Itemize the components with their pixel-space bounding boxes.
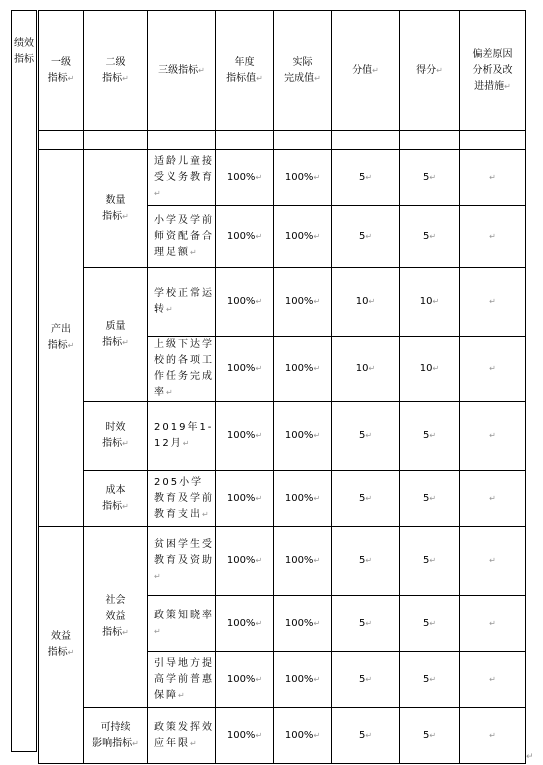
actual-value-cell-text: 100% bbox=[284, 729, 314, 741]
header-row bbox=[39, 11, 526, 131]
blank-cell bbox=[400, 131, 460, 150]
score-value-cell-text: 5 bbox=[358, 617, 366, 629]
score-value-cell bbox=[332, 527, 400, 596]
annual-value-cell-text: 100% bbox=[226, 555, 256, 566]
actual-value-cell bbox=[274, 652, 332, 708]
deviation-cell bbox=[460, 471, 526, 527]
annual-value-cell-text: 100% bbox=[226, 673, 256, 685]
end-paragraph-mark: ↵ bbox=[526, 752, 534, 762]
level3-cell-text: 2019年1-12月 bbox=[154, 422, 214, 449]
annual-value-cell bbox=[216, 206, 274, 268]
paragraph-mark: ↵ bbox=[202, 509, 211, 519]
level1-cell bbox=[39, 527, 84, 764]
level2-cell bbox=[84, 471, 148, 527]
paragraph-mark: ↵ bbox=[489, 556, 496, 565]
deviation-cell bbox=[460, 206, 526, 268]
level3-cell bbox=[148, 596, 216, 652]
paragraph-mark: ↵ bbox=[489, 364, 496, 373]
score-value-cell-text: 5 bbox=[358, 729, 366, 741]
side-label: 绩效指标 bbox=[14, 38, 34, 65]
level2-cell-text: 成本 指标 bbox=[102, 484, 126, 512]
paragraph-mark: ↵ bbox=[255, 297, 263, 306]
score-cell-text: 5 bbox=[422, 555, 430, 566]
paragraph-mark: ↵ bbox=[429, 231, 437, 241]
actual-value-cell-text: 100% bbox=[284, 363, 314, 374]
paragraph-mark: ↵ bbox=[368, 297, 376, 306]
paragraph-mark: ↵ bbox=[190, 247, 199, 257]
score-cell bbox=[400, 337, 460, 402]
paragraph-mark: ↵ bbox=[489, 231, 496, 241]
paragraph-mark: ↵ bbox=[429, 431, 437, 440]
actual-value-cell-text: 100% bbox=[284, 230, 314, 242]
annual-value-cell bbox=[216, 471, 274, 527]
header-level3-text: 三级指标 bbox=[158, 64, 199, 76]
actual-value-cell bbox=[274, 596, 332, 652]
paragraph-mark: ↵ bbox=[432, 297, 440, 306]
score-cell-text: 10 bbox=[419, 363, 433, 374]
paragraph-mark: ↵ bbox=[122, 628, 129, 637]
score-value-cell-text: 5 bbox=[358, 171, 366, 183]
paragraph-mark: ↵ bbox=[368, 364, 376, 373]
deviation-cell bbox=[460, 527, 526, 596]
side-label-strip bbox=[11, 10, 37, 752]
level3-cell-text: 学校正常运转 bbox=[154, 288, 214, 315]
paragraph-mark: ↵ bbox=[365, 674, 373, 684]
paragraph-mark: ↵ bbox=[432, 364, 440, 373]
table-row bbox=[39, 150, 526, 206]
paragraph-mark: ↵ bbox=[67, 73, 75, 83]
level3-cell-text: 205小学教育及学前教育支出 bbox=[154, 476, 214, 520]
header-level2-text: 二级 指标 bbox=[102, 56, 126, 84]
actual-value-cell-text: 100% bbox=[284, 296, 314, 307]
paragraph-mark: ↵ bbox=[313, 618, 321, 628]
level2-cell-text: 质量 指标 bbox=[102, 320, 126, 348]
actual-value-cell-text: 100% bbox=[284, 492, 314, 504]
paragraph-mark: ↵ bbox=[429, 556, 437, 565]
level2-cell bbox=[84, 527, 148, 708]
level3-cell bbox=[148, 708, 216, 764]
score-value-cell-text: 10 bbox=[355, 296, 369, 307]
annual-value-cell-text: 100% bbox=[226, 492, 256, 504]
score-value-cell bbox=[332, 471, 400, 527]
paragraph-mark: ↵ bbox=[255, 231, 263, 241]
paragraph-mark: ↵ bbox=[313, 297, 321, 306]
level3-cell-text: 政策知晓率 bbox=[154, 609, 214, 621]
paragraph-mark: ↵ bbox=[365, 493, 373, 503]
actual-value-cell bbox=[274, 206, 332, 268]
level2-cell-text: 可持续 影响指标 bbox=[92, 721, 133, 749]
paragraph-mark: ↵ bbox=[255, 364, 263, 373]
paragraph-mark: ↵ bbox=[198, 65, 205, 75]
paragraph-mark: ↵ bbox=[255, 556, 263, 565]
actual-value-cell-text: 100% bbox=[284, 617, 314, 629]
paragraph-mark: ↵ bbox=[255, 674, 263, 684]
level2-cell-text: 数量 指标 bbox=[102, 194, 126, 222]
blank-cell bbox=[460, 131, 526, 150]
deviation-cell bbox=[460, 337, 526, 402]
level3-cell bbox=[148, 206, 216, 268]
paragraph-mark: ↵ bbox=[372, 65, 379, 75]
paragraph-mark: ↵ bbox=[67, 648, 75, 657]
paragraph-mark: ↵ bbox=[313, 556, 321, 565]
score-cell-text: 5 bbox=[422, 171, 430, 183]
score-cell bbox=[400, 268, 460, 337]
paragraph-mark: ↵ bbox=[489, 493, 496, 503]
score-cell-text: 5 bbox=[422, 230, 430, 242]
header-level1-text: 一级 指标 bbox=[47, 56, 71, 84]
score-cell bbox=[400, 150, 460, 206]
paragraph-mark: ↵ bbox=[166, 388, 175, 397]
annual-value-cell bbox=[216, 527, 274, 596]
level2-cell-text: 时效 指标 bbox=[102, 422, 126, 449]
actual-value-cell bbox=[274, 527, 332, 596]
blank-row bbox=[39, 131, 526, 150]
blank-cell bbox=[216, 131, 274, 150]
header-deviation-text: 偏差原因 分析及改 进措施 bbox=[472, 48, 513, 92]
blank-cell bbox=[274, 131, 332, 150]
actual-value-cell bbox=[274, 471, 332, 527]
level1-cell bbox=[39, 150, 84, 527]
header-score-value bbox=[332, 11, 400, 131]
score-cell-text: 5 bbox=[422, 492, 430, 504]
paragraph-mark: ↵ bbox=[67, 341, 75, 350]
score-value-cell bbox=[332, 150, 400, 206]
score-cell-text: 5 bbox=[422, 617, 430, 629]
annual-value-cell bbox=[216, 708, 274, 764]
blank-cell bbox=[84, 131, 148, 150]
blank-cell bbox=[332, 131, 400, 150]
paragraph-mark: ↵ bbox=[154, 626, 163, 636]
paragraph-mark: ↵ bbox=[313, 493, 321, 503]
paragraph-mark: ↵ bbox=[365, 730, 373, 740]
paragraph-mark: ↵ bbox=[122, 73, 129, 83]
level3-cell bbox=[148, 337, 216, 402]
actual-value-cell-text: 100% bbox=[284, 430, 314, 441]
annual-value-cell-text: 100% bbox=[226, 729, 256, 741]
score-cell bbox=[400, 708, 460, 764]
paragraph-mark: ↵ bbox=[365, 172, 373, 182]
level2-cell-text: 社会 效益 指标 bbox=[102, 595, 126, 638]
score-value-cell bbox=[332, 402, 400, 471]
actual-value-cell bbox=[274, 708, 332, 764]
actual-value-cell bbox=[274, 268, 332, 337]
level3-cell bbox=[148, 652, 216, 708]
performance-indicator-table bbox=[38, 10, 526, 764]
level3-cell bbox=[148, 150, 216, 206]
actual-value-cell-text: 100% bbox=[284, 673, 314, 685]
header-level3 bbox=[148, 11, 216, 131]
paragraph-mark: ↵ bbox=[365, 231, 373, 241]
score-value-cell-text: 5 bbox=[358, 430, 366, 441]
score-value-cell-text: 5 bbox=[358, 555, 366, 566]
deviation-cell bbox=[460, 652, 526, 708]
annual-value-cell-text: 100% bbox=[226, 230, 256, 242]
annual-value-cell bbox=[216, 150, 274, 206]
paragraph-mark: ↵ bbox=[255, 618, 263, 628]
level3-cell bbox=[148, 527, 216, 596]
paragraph-mark: ↵ bbox=[122, 211, 129, 221]
paragraph-mark: ↵ bbox=[313, 674, 321, 684]
paragraph-mark: ↵ bbox=[489, 431, 496, 440]
score-value-cell-text: 5 bbox=[358, 492, 366, 504]
paragraph-mark: ↵ bbox=[122, 439, 129, 448]
level3-cell bbox=[148, 402, 216, 471]
score-cell bbox=[400, 206, 460, 268]
paragraph-mark: ↵ bbox=[429, 618, 437, 628]
score-value-cell-text: 5 bbox=[358, 230, 366, 242]
paragraph-mark: ↵ bbox=[255, 493, 263, 503]
annual-value-cell bbox=[216, 652, 274, 708]
paragraph-mark: ↵ bbox=[504, 81, 511, 91]
score-cell bbox=[400, 402, 460, 471]
header-score-value-text: 分值 bbox=[352, 64, 373, 76]
paragraph-mark: ↵ bbox=[365, 556, 373, 565]
paragraph-mark: ↵ bbox=[122, 501, 129, 511]
level3-cell-text: 小学及学前师资配备合理足额 bbox=[154, 214, 214, 258]
score-value-cell bbox=[332, 596, 400, 652]
score-value-cell bbox=[332, 652, 400, 708]
table-row bbox=[39, 471, 526, 527]
score-cell bbox=[400, 652, 460, 708]
header-actual-text: 实际 完成值 bbox=[284, 56, 315, 84]
level3-cell-text: 适龄儿童接受义务教育 bbox=[154, 155, 214, 183]
paragraph-mark: ↵ bbox=[255, 431, 263, 440]
level3-cell-text: 引导地方提高学前普惠保障 bbox=[154, 657, 214, 701]
paragraph-mark: ↵ bbox=[256, 73, 263, 83]
header-deviation bbox=[460, 11, 526, 131]
score-cell bbox=[400, 596, 460, 652]
table-row bbox=[39, 708, 526, 764]
actual-value-cell-text: 100% bbox=[284, 171, 314, 183]
paragraph-mark: ↵ bbox=[255, 172, 263, 182]
paragraph-mark: ↵ bbox=[314, 73, 321, 83]
level2-cell bbox=[84, 150, 148, 268]
score-cell-text: 5 bbox=[422, 673, 430, 685]
header-score bbox=[400, 11, 460, 131]
paragraph-mark: ↵ bbox=[365, 431, 373, 440]
paragraph-mark: ↵ bbox=[132, 738, 139, 748]
header-actual bbox=[274, 11, 332, 131]
paragraph-mark: ↵ bbox=[429, 674, 437, 684]
level2-cell bbox=[84, 708, 148, 764]
blank-cell bbox=[148, 131, 216, 150]
score-cell bbox=[400, 527, 460, 596]
table-row bbox=[39, 527, 526, 596]
table-row bbox=[39, 402, 526, 471]
paragraph-mark: ↵ bbox=[313, 431, 321, 440]
score-value-cell-text: 10 bbox=[355, 363, 369, 374]
annual-value-cell bbox=[216, 337, 274, 402]
header-level1 bbox=[39, 11, 84, 131]
paragraph-mark: ↵ bbox=[436, 65, 443, 75]
paragraph-mark: ↵ bbox=[489, 618, 496, 628]
level3-cell-text: 贫困学生受教育及资助 bbox=[154, 539, 214, 566]
actual-value-cell bbox=[274, 150, 332, 206]
annual-value-cell-text: 100% bbox=[226, 363, 256, 374]
score-value-cell bbox=[332, 206, 400, 268]
level1-cell-text: 效益 指标 bbox=[47, 631, 71, 658]
paragraph-mark: ↵ bbox=[313, 364, 321, 373]
paragraph-mark: ↵ bbox=[178, 690, 187, 700]
paragraph-mark: ↵ bbox=[313, 730, 321, 740]
paragraph-mark: ↵ bbox=[154, 572, 163, 581]
level1-cell-text: 产出 指标 bbox=[47, 324, 71, 351]
header-annual-text: 年度 指标值 bbox=[226, 56, 257, 84]
score-value-cell-text: 5 bbox=[358, 673, 366, 685]
deviation-cell bbox=[460, 150, 526, 206]
annual-value-cell bbox=[216, 402, 274, 471]
score-value-cell bbox=[332, 268, 400, 337]
score-cell-text: 10 bbox=[419, 296, 433, 307]
level2-cell bbox=[84, 268, 148, 402]
score-value-cell bbox=[332, 708, 400, 764]
paragraph-mark: ↵ bbox=[313, 231, 321, 241]
header-level2 bbox=[84, 11, 148, 131]
header-annual bbox=[216, 11, 274, 131]
deviation-cell bbox=[460, 708, 526, 764]
level3-cell bbox=[148, 268, 216, 337]
score-value-cell bbox=[332, 337, 400, 402]
score-cell-text: 5 bbox=[422, 729, 430, 741]
deviation-cell bbox=[460, 402, 526, 471]
paragraph-mark: ↵ bbox=[489, 297, 496, 306]
paragraph-mark: ↵ bbox=[429, 493, 437, 503]
table-row bbox=[39, 268, 526, 337]
level3-cell bbox=[148, 471, 216, 527]
blank-cell bbox=[39, 131, 84, 150]
actual-value-cell-text: 100% bbox=[284, 555, 314, 566]
paragraph-mark: ↵ bbox=[182, 439, 192, 448]
paragraph-mark: ↵ bbox=[489, 730, 496, 740]
actual-value-cell bbox=[274, 337, 332, 402]
paragraph-mark: ↵ bbox=[122, 337, 129, 347]
deviation-cell bbox=[460, 268, 526, 337]
annual-value-cell-text: 100% bbox=[226, 617, 256, 629]
annual-value-cell bbox=[216, 268, 274, 337]
score-cell-text: 5 bbox=[422, 430, 430, 441]
paragraph-mark: ↵ bbox=[166, 305, 175, 314]
level2-cell bbox=[84, 402, 148, 471]
paragraph-mark: ↵ bbox=[365, 618, 373, 628]
paragraph-mark: ↵ bbox=[429, 730, 437, 740]
header-score-text: 得分 bbox=[416, 64, 437, 76]
level3-cell-text: 上级下达学校的各项工作任务完成率 bbox=[154, 339, 214, 398]
score-cell bbox=[400, 471, 460, 527]
paragraph-mark: ↵ bbox=[489, 172, 496, 182]
paragraph-mark: ↵ bbox=[489, 674, 496, 684]
annual-value-cell-text: 100% bbox=[226, 430, 256, 441]
paragraph-mark: ↵ bbox=[429, 172, 437, 182]
paragraph-mark: ↵ bbox=[154, 188, 163, 198]
level3-cell-text: 政策发挥效应年限 bbox=[154, 721, 214, 749]
paragraph-mark: ↵ bbox=[255, 730, 263, 740]
annual-value-cell-text: 100% bbox=[226, 296, 256, 307]
paragraph-mark: ↵ bbox=[190, 738, 199, 748]
actual-value-cell bbox=[274, 402, 332, 471]
annual-value-cell bbox=[216, 596, 274, 652]
deviation-cell bbox=[460, 596, 526, 652]
paragraph-mark: ↵ bbox=[313, 172, 321, 182]
annual-value-cell-text: 100% bbox=[226, 171, 256, 183]
